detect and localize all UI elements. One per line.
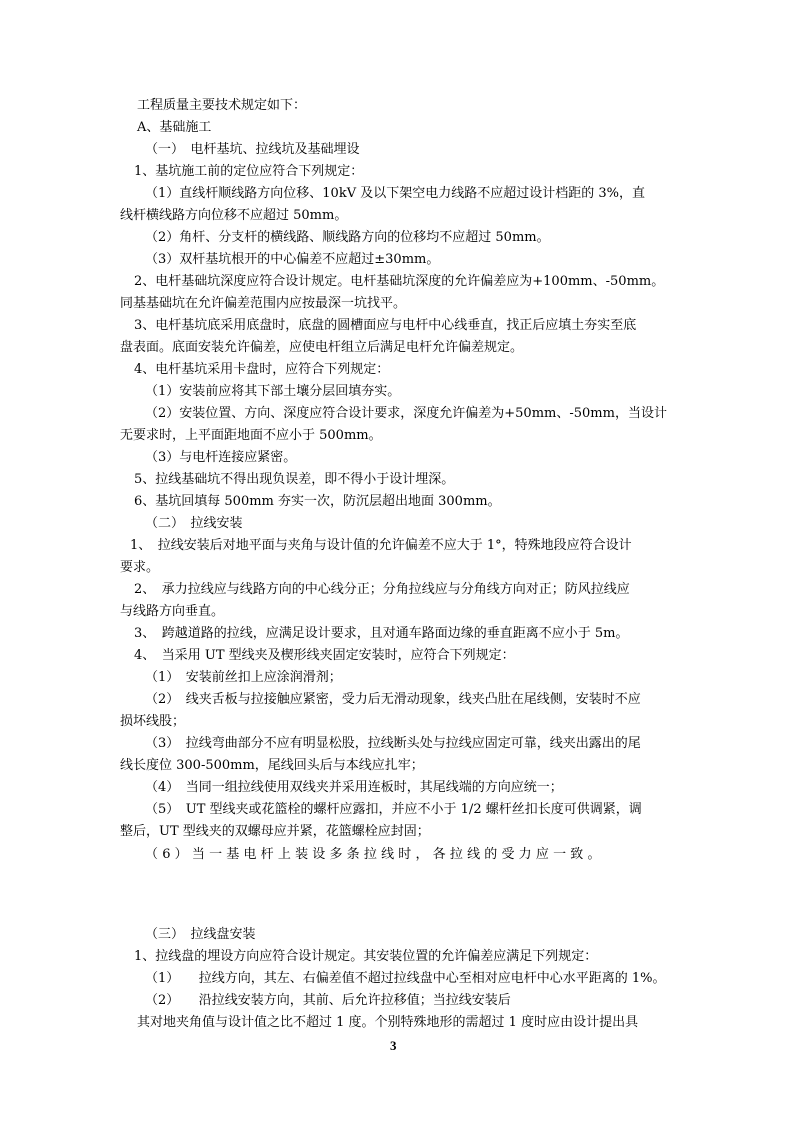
paragraph-line: （4） 当同一组拉线使用双线夹并采用连板时，其尾线端的方向应统一； — [145, 780, 563, 795]
paragraph-line: 5、拉线基础坑不得出现负误差，即不得小于设计埋深。 — [134, 472, 455, 487]
doc-heading: 工程质量主要技术规定如下： — [137, 98, 307, 113]
paragraph-line: 4、 当采用 UT 型线夹及楔形线夹固定安装时，应符合下列规定： — [134, 648, 515, 663]
paragraph-line: 3、 跨越道路的拉线，应满足设计要求，且对通车路面边缘的垂直距离不应小于 5m。 — [134, 626, 629, 641]
paragraph-line: 1、基坑施工前的定位应符合下列规定： — [134, 164, 364, 179]
paragraph-line: 同基基础坑在允许偏差范围内应按最深一坑找平。 — [120, 296, 407, 311]
paragraph-line: （1） 安装前丝扣上应涂润滑剂； — [145, 670, 342, 685]
paragraph-line: 损坏线股； — [120, 714, 186, 729]
paragraph-line: 2、电杆基础坑深度应符合设计规定。电杆基础坑深度的允许偏差应为+100mm、-50mm。 — [134, 274, 665, 289]
paragraph-line: （2） 沿拉线安装方向，其前、后允许拉移值；当拉线安装后 — [145, 993, 511, 1008]
paragraph-line: （1）安装前应将其下部土壤分层回填夯实。 — [145, 384, 401, 399]
paragraph-line: （5） UT 型线夹或花篮栓的螺杆应露扣，并应不小于 1/2 螺杆丝扣长度可供调紧，调 — [145, 802, 642, 817]
page-number: 3 — [390, 1038, 397, 1053]
paragraph-line: （1） 拉线方向，其左、右偏差值不超过拉线盘中心至相对应电杆中心水平距离的 1%。 — [145, 971, 666, 986]
paragraph-line: 无要求时，上平面距地面不应小于 500mm。 — [120, 428, 382, 443]
subsection-1-title: （一） 电杆基坑、拉线坑及基础埋设 — [145, 142, 360, 157]
paragraph-line: 6、基坑回填每 500mm 夯实一次，防沉层超出地面 300mm。 — [134, 494, 501, 509]
paragraph-line: 线长度位 300-500mm，尾线回头后与本线应扎牢； — [120, 758, 424, 773]
paragraph-line: （3）双杆基坑根开的中心偏差不应超过±30mm。 — [145, 252, 440, 267]
paragraph-line: 4、电杆基坑采用卡盘时，应符合下列规定： — [134, 362, 390, 377]
paragraph-line: （2） 线夹舌板与拉接触应紧密，受力后无滑动现象，线夹凸肚在尾线侧，安装时不应 — [145, 692, 641, 707]
paragraph-line: （1）直线杆顺线路方向位移、10kV 及以下架空电力线路不应超过设计档距的 3%，直 — [145, 186, 645, 201]
paragraph-line: 盘表面。底面安装允许偏差，应使电杆组立后满足电杆允许偏差规定。 — [120, 340, 524, 355]
paragraph-line: （3） 拉线弯曲部分不应有明显松股，拉线断头处与拉线应固定可靠，线夹出露出的尾 — [145, 736, 641, 751]
paragraph-line: （3）与电杆连接应紧密。 — [145, 450, 297, 465]
paragraph-line: 整后，UT 型线夹的双螺母应并紧，花篮螺栓应封固； — [120, 824, 430, 839]
section-a-title: A、基础施工 — [137, 120, 212, 135]
paragraph-line: （2）安装位置、方向、深度应符合设计要求，深度允许偏差为+50mm、-50mm，当设计 — [145, 406, 667, 421]
paragraph-line: 要求。 — [120, 560, 160, 575]
paragraph-line: 线杆横线路方向位移不应超过 50mm。 — [120, 208, 348, 223]
paragraph-line: 3、电杆基坑底采用底盘时，底盘的圆槽面应与电杆中心线垂直，找正后应填土夯实至底 — [134, 318, 637, 333]
paragraph-line: （6）当一基电杆上装设多条拉线时，各拉线的受力应一致。 — [145, 847, 605, 862]
paragraph-line: 2、 承力拉线应与线路方向的中心线分正；分角拉线应与分角线方向对正；防风拉线应 — [134, 582, 630, 597]
paragraph-line: （2）角杆、分支杆的横线路、顺线路方向的位移均不应超过 50mm。 — [145, 230, 550, 245]
paragraph-line: 其对地夹角值与设计值之比不超过 1 度。个别特殊地形的需超过 1 度时应由设计提出具 — [137, 1015, 639, 1030]
subsection-2-title: （二） 拉线安装 — [145, 516, 243, 531]
paragraph-line: 与线路方向垂直。 — [120, 604, 225, 619]
paragraph-line: 1、拉线盘的埋设方向应符合设计规定。其安装位置的允许偏差应满足下列规定： — [134, 949, 598, 964]
paragraph-line: 1、 拉线安装后对地平面与夹角与设计值的允许偏差不应大于 1°，特殊地段应符合设计 — [130, 538, 632, 553]
subsection-3-title: （三） 拉线盘安装 — [145, 927, 256, 942]
